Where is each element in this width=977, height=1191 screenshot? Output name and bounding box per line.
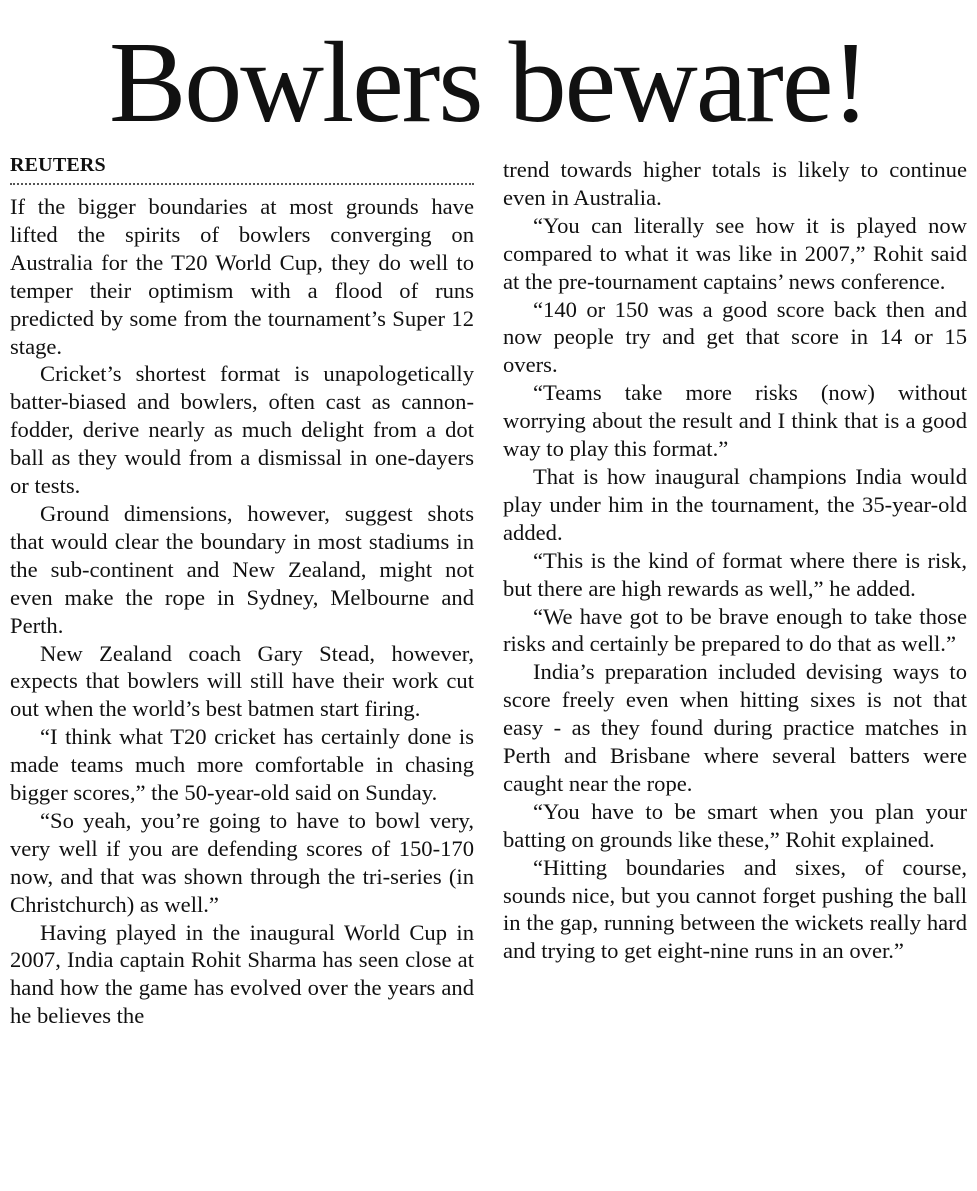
paragraph: “Teams take more risks (now) without worrying about the result and I think that is a good way to play this format.”	[503, 380, 967, 462]
paragraph: “140 or 150 was a good score back then and now people try and get that score in 14 or 15 overs.	[503, 296, 967, 378]
headline: Bowlers beware!	[108, 19, 869, 147]
paragraph: Ground dimensions, however, suggest shots that would clear the boundary in most stadiums in the sub-continent and New Zealand, might not even make the rope in Sydney, Melbourne and Perth.	[10, 500, 474, 638]
paragraph: “So yeah, you’re going to have to bowl very, very well if you are defending scores of 150-170 now, and that was shown through the tri-series (in Christchurch) as well.”	[10, 807, 474, 917]
paragraph: “This is the kind of format where there is risk, but there are high rewards as well,” he added.	[503, 547, 967, 601]
paragraph: “You can literally see how it is played now compared to what it was like in 2007,” Rohit said at the pre-tournament captains’ news conference.	[503, 212, 967, 294]
paragraph-continuation: trend towards higher totals is likely to continue even in Australia.	[503, 157, 967, 210]
paragraph: “We have got to be brave enough to take those risks and certainly be prepared to do that as well.”	[503, 603, 967, 657]
paragraph: India’s preparation included devising ways to score freely even when hitting sixes is not that easy - as they found during practice matches in Perth and Brisbane where several batters were caught near the rope.	[503, 659, 967, 796]
paragraph: If the bigger boundaries at most grounds have lifted the spirits of bowlers converging on Australia for the T20 World Cup, they do well to temper their optimism with a flood of runs predicted by some from the tournament’s Super 12 stage.	[10, 194, 474, 359]
paragraph: “I think what T20 cricket has certainly done is made teams much more comfortable in chasing bigger scores,” the 50-year-old said on Sunday.	[10, 724, 474, 806]
left-column	[10, 150, 474, 1030]
paragraph: “You have to be smart when you plan your batting on grounds like these,” Rohit explained.	[503, 798, 967, 852]
byline: REUTERS	[10, 150, 474, 185]
paragraph: Cricket’s shortest format is unapologetically batter-biased and bowlers, often cast as cannon-fodder, derive nearly as much delight from a dot ball as they would from a dismissal in one-dayers or tests.	[10, 361, 474, 499]
paragraph: “Hitting boundaries and sixes, of course, sounds nice, but you cannot forget pushing the ball in the gap, running between the wickets really hard and trying to get eight-nine runs in an over.”	[503, 854, 967, 964]
paragraph: Having played in the inaugural World Cup in 2007, India captain Rohit Sharma has seen close at hand how the game has evolved over the years and he believes the	[10, 919, 474, 1029]
paragraph: New Zealand coach Gary Stead, however, expects that bowlers will still have their work cut out when the world’s best batmen start firing.	[10, 640, 474, 722]
paragraph: That is how inaugural champions India would play under him in the tournament, the 35-year-old added.	[503, 463, 967, 545]
right-column	[503, 156, 967, 965]
